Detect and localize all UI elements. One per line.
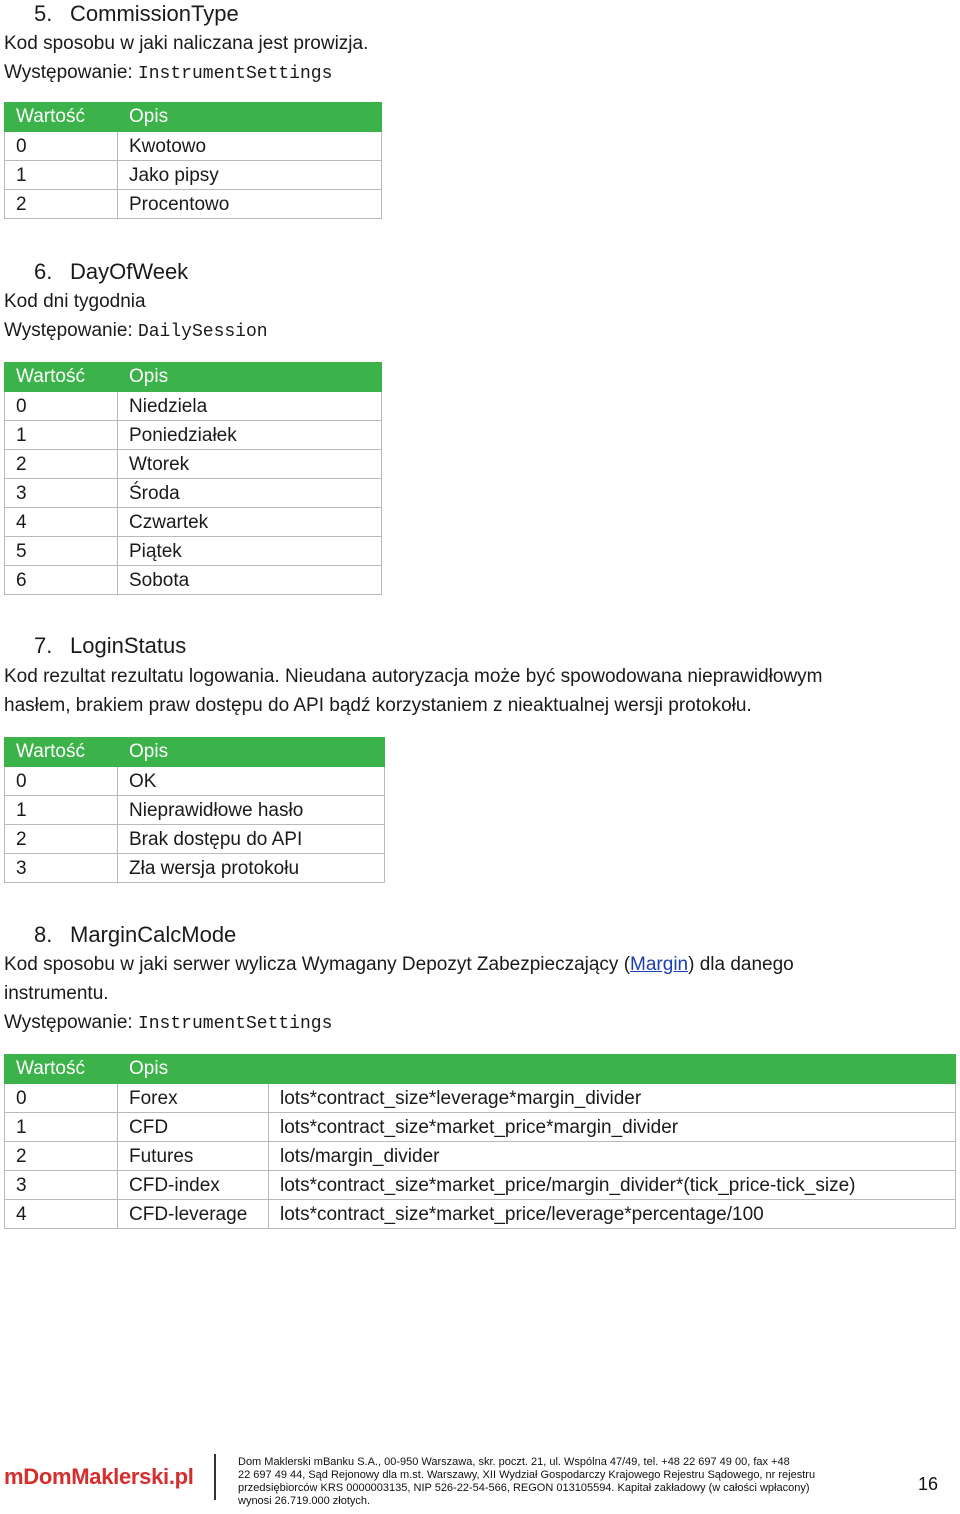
cell-description: Nieprawidłowe hasło: [118, 796, 385, 825]
cell-value: 4: [5, 1200, 118, 1229]
table-row: [5, 161, 382, 190]
cell-description: CFD-leverage: [118, 1200, 269, 1229]
cell-value: 6: [5, 566, 118, 595]
section-title: MarginCalcMode: [70, 922, 237, 947]
table-row: [5, 767, 385, 796]
company-info: [238, 1456, 815, 1508]
cell-description: Wtorek: [118, 450, 382, 479]
cell-formula: lots*contract_size*market_price/margin_divider*(tick_price-tick_size): [269, 1171, 956, 1200]
column-header-description: Opis: [118, 103, 382, 132]
company-info-line: 22 697 49 44, Sąd Rejonowy dla m.st. Warszawy, XII Wydział Gospodarczy Krajowego Rejestru Sądowego, nr rejestru: [238, 1469, 816, 1481]
cell-formula: lots*contract_size*leverage*margin_divider: [269, 1084, 956, 1113]
column-header-value: Wartość: [5, 1055, 118, 1084]
column-header-formula: [269, 1055, 956, 1084]
cell-description: Procentowo: [118, 190, 382, 219]
day-of-week-table: [4, 362, 382, 595]
cell-formula: lots*contract_size*market_price/leverage*percentage/100: [269, 1200, 956, 1229]
section-5-occurrence: [4, 58, 332, 89]
table-row: [5, 479, 382, 508]
occurrence-label: Występowanie:: [4, 1012, 133, 1033]
cell-description: OK: [118, 767, 385, 796]
cell-description: Zła wersja protokołu: [118, 854, 385, 883]
table-row: [5, 796, 385, 825]
table-row: [5, 854, 385, 883]
cell-value: 1: [5, 161, 118, 190]
section-6-occurrence: [4, 316, 268, 347]
cell-value: 0: [5, 132, 118, 161]
section-number: 8.: [34, 922, 53, 947]
section-7-description-line-2: hasłem, brakiem praw dostępu do API bądź korzystaniem z nieaktualnej wersji protokołu.: [4, 695, 752, 716]
cell-description: Sobota: [118, 566, 382, 595]
cell-description: CFD-index: [118, 1171, 269, 1200]
cell-description: Jako pipsy: [118, 161, 382, 190]
section-7-heading: [4, 632, 186, 660]
column-header-description: Opis: [118, 738, 385, 767]
table-header-row: [5, 1055, 956, 1084]
table-header-row: [5, 738, 385, 767]
table-row: [5, 1113, 956, 1142]
table-row: [5, 132, 382, 161]
occurrence-value: DailySession: [137, 322, 268, 342]
table-row: [5, 825, 385, 854]
company-info-line: przedsiębiorców KRS 0000003135, NIP 526-22-54-566, REGON 013105594. Kapitał zakładowy (w całości wpłacony): [238, 1482, 810, 1494]
section-8-occurrence: [4, 1008, 332, 1039]
section-7-description-line-1: Kod rezultat rezultatu logowania. Nieudana autoryzacja może być spowodowana nieprawidłowym: [4, 666, 823, 687]
section-title: LoginStatus: [70, 633, 187, 658]
cell-value: 2: [5, 450, 118, 479]
company-logo: mDomMaklerski.pl: [4, 1464, 194, 1489]
cell-value: 0: [5, 767, 118, 796]
cell-value: 1: [5, 796, 118, 825]
cell-description: Kwotowo: [118, 132, 382, 161]
cell-description: Brak dostępu do API: [118, 825, 385, 854]
column-header-description: Opis: [118, 1055, 269, 1084]
table-header-row: [5, 103, 382, 132]
cell-description: Środa: [118, 479, 382, 508]
description-text: ) dla danego: [688, 954, 794, 975]
table-row: [5, 537, 382, 566]
cell-value: 4: [5, 508, 118, 537]
section-8-description-line-2: instrumentu.: [4, 983, 109, 1004]
cell-value: 1: [5, 1113, 118, 1142]
section-8-description-line-1: [4, 950, 794, 979]
table-row: [5, 566, 382, 595]
column-header-value: Wartość: [5, 103, 118, 132]
section-5-description: Kod sposobu w jaki naliczana jest prowizja.: [4, 33, 369, 54]
cell-value: 1: [5, 421, 118, 450]
page-number: 16: [918, 1474, 939, 1494]
cell-value: 5: [5, 537, 118, 566]
occurrence-value: InstrumentSettings: [137, 1014, 333, 1034]
page-footer: [0, 1440, 960, 1514]
section-title: DayOfWeek: [70, 259, 189, 284]
cell-description: CFD: [118, 1113, 269, 1142]
cell-value: 0: [5, 392, 118, 421]
cell-description: Czwartek: [118, 508, 382, 537]
cell-value: 2: [5, 190, 118, 219]
column-header-value: Wartość: [5, 363, 118, 392]
table-row: [5, 1171, 956, 1200]
margin-link[interactable]: Margin: [630, 954, 689, 975]
commission-type-table: [4, 102, 382, 219]
occurrence-label: Występowanie:: [4, 320, 133, 341]
footer-divider: [214, 1454, 216, 1500]
table-row: [5, 1200, 956, 1229]
cell-description: Piątek: [118, 537, 382, 566]
cell-value: 3: [5, 479, 118, 508]
cell-description: Niedziela: [118, 392, 382, 421]
company-info-line: wynosi 26.719.000 złotych.: [238, 1495, 371, 1507]
section-number: 6.: [34, 259, 53, 284]
occurrence-value: InstrumentSettings: [137, 64, 333, 84]
table-row: [5, 1142, 956, 1171]
cell-value: 3: [5, 1171, 118, 1200]
table-row: [5, 1084, 956, 1113]
table-row: [5, 421, 382, 450]
table-header-row: [5, 363, 382, 392]
column-header-value: Wartość: [5, 738, 118, 767]
section-6-heading: [4, 258, 188, 286]
section-8-heading: [4, 921, 236, 949]
cell-formula: lots*contract_size*market_price*margin_divider: [269, 1113, 956, 1142]
login-status-table: [4, 737, 385, 883]
cell-value: 2: [5, 1142, 118, 1171]
cell-formula: lots/margin_divider: [269, 1142, 956, 1171]
cell-value: 2: [5, 825, 118, 854]
table-row: [5, 392, 382, 421]
cell-description: Poniedziałek: [118, 421, 382, 450]
table-row: [5, 450, 382, 479]
description-text: Kod sposobu w jaki serwer wylicza Wymagany Depozyt Zabezpieczający (: [4, 954, 631, 975]
section-title: CommissionType: [70, 1, 239, 26]
company-info-line: Dom Maklerski mBanku S.A., 00-950 Warszawa, skr. poczt. 21, ul. Wspólna 47/49, tel. +48 22 697 49 00, fax +48: [238, 1456, 790, 1468]
occurrence-label: Występowanie:: [4, 62, 133, 83]
cell-value: 0: [5, 1084, 118, 1113]
section-number: 7.: [34, 633, 53, 658]
table-row: [5, 508, 382, 537]
margin-calc-mode-table: [4, 1054, 956, 1229]
cell-description: Futures: [118, 1142, 269, 1171]
section-5-heading: [4, 0, 239, 28]
cell-description: Forex: [118, 1084, 269, 1113]
cell-value: 3: [5, 854, 118, 883]
table-row: [5, 190, 382, 219]
column-header-description: Opis: [118, 363, 382, 392]
section-6-description: Kod dni tygodnia: [4, 291, 146, 312]
section-number: 5.: [34, 1, 53, 26]
